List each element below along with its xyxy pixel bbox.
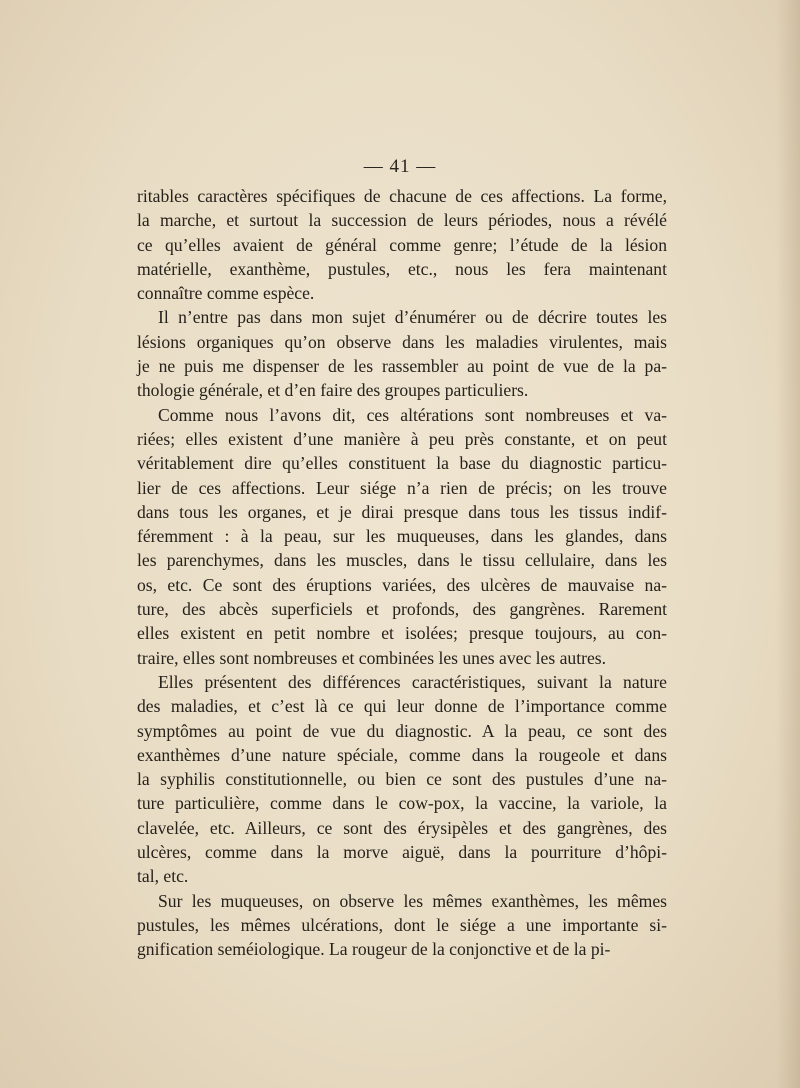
- text-line: traire, elles sont nombreuses et combinées les unes avec les autres.: [137, 647, 607, 668]
- text-line: lésions organiques qu’on observe dans les maladies virulentes, mais: [137, 331, 667, 352]
- text-line: je ne puis me dispenser de les rassembler au point de vue de la pa-: [137, 356, 667, 377]
- text-line: ritables caractères spécifiques de chacune de ces affections. La forme,: [137, 186, 667, 206]
- text-line: ture, des abcès superficiels et profonds, des gangrènes. Rarement: [137, 599, 667, 620]
- text-line: ulcères, comme dans la morve aiguë, dans la pourriture d’hôpi-: [137, 842, 667, 863]
- paragraph: [137, 403, 667, 670]
- text-line: riées; elles existent d’une manière à peu près constante, et on peut: [137, 428, 667, 449]
- text-line: gnification seméiologique. La rougeur de la conjonctive et de la pi-: [137, 939, 611, 960]
- text-line: matérielle, exanthème, pustules, etc., nous les fera maintenant: [137, 258, 667, 279]
- text-line: véritablement dire qu’elles constituent la base du diagnostic particu-: [137, 453, 667, 474]
- text-line: pustules, les mêmes ulcérations, dont le siége a une importante si-: [137, 914, 667, 935]
- text-line: tal, etc.: [137, 866, 189, 887]
- body-text: [137, 184, 667, 962]
- page-number: — 41 —: [363, 156, 437, 177]
- text-line: des maladies, et c’est là ce qui leur donne de l’importance comme: [137, 696, 667, 717]
- text-line: féremment : à la peau, sur les muqueuses, dans les glandes, dans: [137, 526, 667, 547]
- text-line: Il n’entre pas dans mon sujet d’énumérer ou de décrire toutes les: [158, 307, 667, 328]
- text-line: connaître comme espèce.: [137, 283, 315, 304]
- text-line: Sur les muqueuses, on observe les mêmes exanthèmes, les mêmes: [158, 890, 667, 911]
- text-line: ce qu’elles avaient de général comme genre; l’étude de la lésion: [137, 234, 667, 255]
- text-line: la syphilis constitutionnelle, ou bien ce sont des pustules d’une na-: [137, 769, 667, 790]
- text-line: dans tous les organes, et je dirai presque dans tous les tissus indif-: [137, 501, 667, 522]
- text-line: ture particulière, comme dans le cow-pox, la vaccine, la variole, la: [137, 793, 667, 814]
- paragraph: [137, 305, 667, 402]
- paragraph: [137, 889, 667, 962]
- text-line: lier de ces affections. Leur siége n’a rien de précis; on les trouve: [137, 477, 667, 498]
- text-line: thologie générale, et d’en faire des groupes particuliers.: [137, 380, 529, 401]
- text-line: elles existent en petit nombre et isolées; presque toujours, au con-: [137, 623, 667, 644]
- text-line: les parenchymes, dans les muscles, dans le tissu cellulaire, dans les: [137, 550, 667, 571]
- text-line: la marche, et surtout la succession de leurs périodes, nous a révélé: [137, 210, 667, 231]
- text-line: symptômes au point de vue du diagnostic. A la peau, ce sont des: [137, 720, 667, 741]
- text-line: clavelée, etc. Ailleurs, ce sont des érysipèles et des gangrènes, des: [137, 817, 667, 838]
- paragraph: [137, 670, 667, 889]
- text-line: exanthèmes d’une nature spéciale, comme dans la rougeole et dans: [137, 744, 667, 765]
- text-line: Elles présentent des différences caractéristiques, suivant la nature: [158, 671, 667, 692]
- paragraph: [137, 184, 667, 305]
- text-line: os, etc. Ce sont des éruptions variées, des ulcères de mauvaise na-: [137, 574, 667, 595]
- text-line: Comme nous l’avons dit, ces altérations sont nombreuses et va-: [158, 404, 667, 425]
